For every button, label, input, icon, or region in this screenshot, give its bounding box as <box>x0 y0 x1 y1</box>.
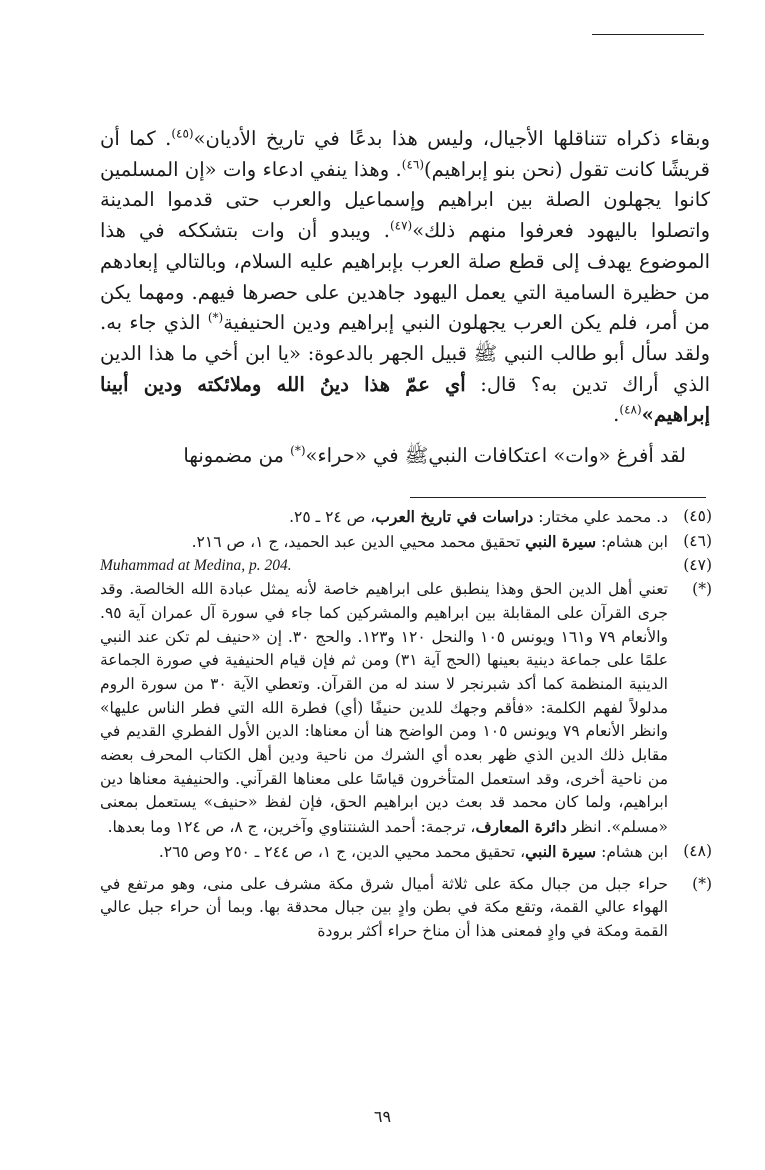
footnote-ref: (٤٧) <box>389 218 413 233</box>
page-number: ٦٩ <box>373 1107 392 1126</box>
footnote-text <box>100 554 668 578</box>
text-run: ، ص ٢٤ ـ ٢٥. <box>289 508 376 526</box>
footnote-ref: (*) <box>290 443 306 458</box>
main-text <box>100 124 710 472</box>
text-run: لقد أفرغ «وات» اعتكافات النبيﷺ في «حراء» <box>305 444 686 468</box>
footnotes-separator <box>410 497 706 498</box>
text-run: تعني أهل الدين الحق وهذا ينطبق على ابراهيم خاصة لأنه يمثل عبادة الله الخالصة. وقد جرى القرآن على المقابلة بين ابراهيم والمشركين كما جاء في سورة آل عمران آية ٩٥. والأنعام ٧٩ و١٦١ ويونس ١٠٥ والنحل ١٢٠ و١٢٣. والحج ٣٠. إن «حنيف لم تكن عند النبي علمًا على جماعة دينية بعينها (الحج آية ٣١) ومن ثم فإن قيام الحنيفية في صورة الجماعة الدينية المنظمة كما أكد شبرنجر لا سند له من القرآن. وتعطي الآية ٣٠ من سورة الروم مدلولاً لفهم الكلمة: «فأقم وجهك للدين حنيفًا (أي) فطرة الله التي فطر الناس عليها» وانظر الأنعام ٧٩ ويونس ١٠٥ ومن الواضح هنا أن معناها: الدين الأول الفطري القديم في مقابل ذلك الدين الذي ظهر بعده أي الشرك من ناحية ودين أهل الكتاب المحرف بعضه من ناحية أخرى، وقد استعمل المتأخرون قياسًا على معناها القرآني. والحنيفية معناها دين ابراهيم، ولما كان محمد قد بعث دين ابراهيم الحق، فإن لفظ «حنيف» يستعمل بمعنى «مسلم». انظر <box>100 580 668 837</box>
text-run: د. محمد علي مختار: <box>533 508 668 526</box>
text-run: وبقاء ذكراه تتناقلها الأجيال، وليس هذا بدعًا في تاريخ الأديان» <box>193 127 710 150</box>
footnote-number: (٤٥) <box>683 507 712 525</box>
text-run: . <box>613 403 620 427</box>
footnote <box>100 554 712 578</box>
bold-text: دراسات في تاريخ العرب <box>375 507 534 526</box>
bold-text: دائرة المعارف <box>475 817 567 837</box>
text-run: ، ترجمة: أحمد الشنتناوي وآخرين، ج ٨، ص ١٢٤ وما بعدها. <box>107 818 476 837</box>
bold-text: أي عمّ هذا دينُ الله وملائكته ودين أبينا إبراهيم» <box>100 372 710 427</box>
footnotes <box>100 505 712 944</box>
footnote-ref: (٤٥) <box>171 126 194 141</box>
footnote-text <box>100 530 668 555</box>
text-run: ، تحقيق محمد محيي الدين، ج ١، ص ٢٤٤ ـ ٢٥٠ وص ٢٦٥. <box>158 842 526 861</box>
paragraph <box>100 124 710 431</box>
text-run: . ويبدو أن وات بتشككه في هذا الموضوع يهدف إلى قطع صلة العرب بإبراهيم عليه السلام، وبالتالي إبعادهم من حظيرة السامية التي يعمل اليهود جاهدين على حصرها فيهم. ومهما يكن من أمر، فلم يكن العرب يجهلون النبي إبراهيم ودين الحنيفية <box>100 219 710 335</box>
text-run: ابن هشام: <box>596 842 668 861</box>
footnote <box>100 840 712 865</box>
bold-text: سيرة النبي <box>525 841 597 861</box>
text-run: حراء جبل من جبال مكة على ثلاثة أميال شرق مكة مشرف على منى، وهو مرتفع في الهواء عالي القمة، وتقع مكة في بطن وادٍ بين جبال محدقة بها. وبما أن حراء جبل عالي القمة ومكة في وادٍ فمعنى هذا أن مناخ حراء أكثر برودة <box>100 874 668 940</box>
footnote-number: (٤٧) <box>683 556 712 575</box>
bold-text: سيرة النبي <box>525 531 597 551</box>
footnote-ref: (٤٦) <box>401 157 425 172</box>
footnote-number: (٤٦) <box>683 531 712 550</box>
footnote-number: (٤٨) <box>683 841 712 860</box>
footnote-text <box>100 505 668 530</box>
footnote-text <box>100 840 668 865</box>
footnote <box>100 578 712 840</box>
text-run: من مضمونها <box>183 444 291 468</box>
footnote-text <box>100 578 668 840</box>
footnote-number: (*) <box>692 580 712 599</box>
footnote-ref: (*) <box>207 310 224 325</box>
footnote-ref: (٤٨) <box>619 402 642 417</box>
text-run: ابن هشام: <box>596 532 668 551</box>
text-run: تحقيق محمد محيي الدين عبد الحميد، ج ١، ص ٢١٦. <box>191 532 526 551</box>
text-run: . وهذا ينفي ادعاء وات «إن المسلمين كانوا يجهلون الصلة بين ابراهيم وإسماعيل والعرب حتى قدموا المدينة واتصلوا باليهود فعرفوا منهم ذلك» <box>100 157 710 243</box>
text-run: الذي جاء به. ولقد سأل أبو طالب النبي ﷺ قبيل الجهر بالدعوة: «يا ابن أخي ما هذا الدين الذي أراك تدين به؟ قال: <box>100 311 710 396</box>
footnote-text <box>100 873 668 944</box>
footnote <box>100 530 712 555</box>
text-run: . كما أن قريشًا كانت تقول (نحن بنو إبراهيم) <box>100 127 710 181</box>
footnote-number: (*) <box>692 874 712 893</box>
footnote <box>100 873 712 944</box>
paragraph <box>100 441 710 472</box>
text-run: Muhammad at Medina, p. 204. <box>100 557 292 575</box>
footnote <box>100 505 712 530</box>
top-rule <box>592 34 704 35</box>
